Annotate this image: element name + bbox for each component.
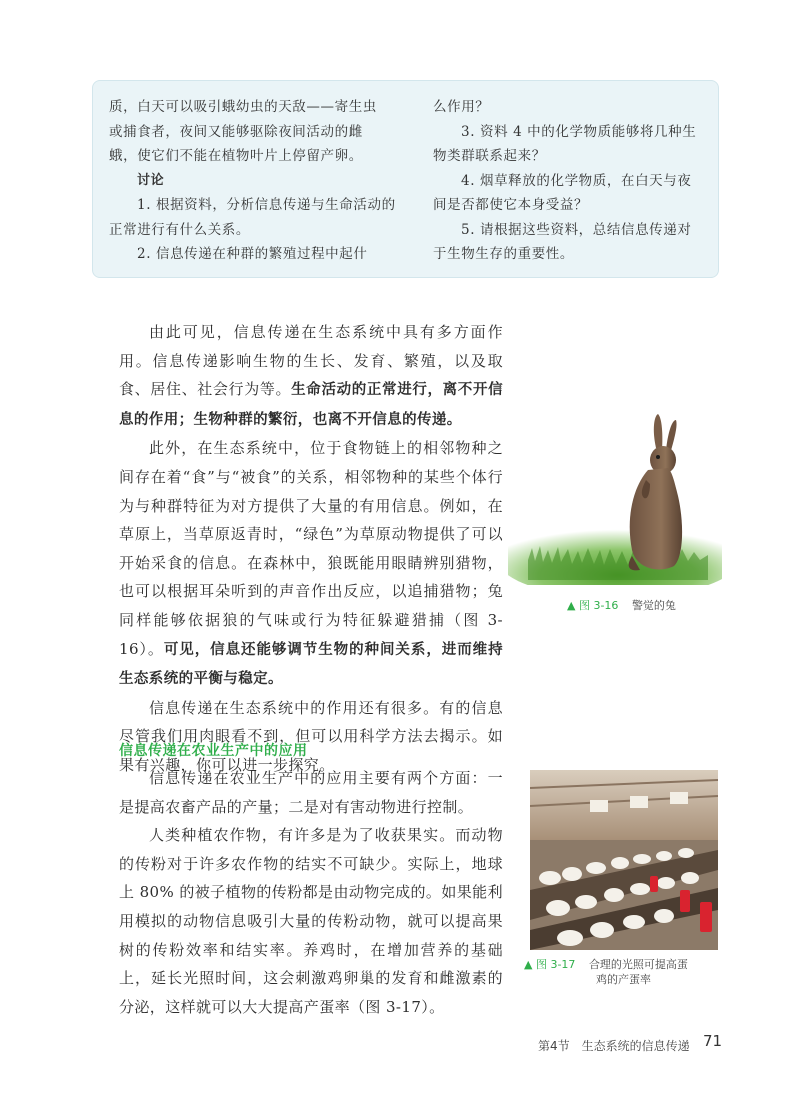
discussion-box	[92, 80, 719, 278]
figure-3-17-caption	[524, 957, 688, 972]
box-text-line: 么作用？	[433, 99, 490, 115]
discussion-title: 讨论	[137, 172, 165, 188]
paragraph-1-text: 由此可见，信息传递在生态系统中具有多方面作用。信息传递影响生物的生长、发育、繁殖，以及取食、居住、社会行为等。	[119, 323, 503, 399]
paragraph-4: 信息传递在农业生产中的应用主要有两个方面：一是提高农畜产品的产量；二是对有害动物进行控制。	[119, 769, 503, 816]
figure-3-16-caption	[567, 598, 676, 613]
rabbit-illustration	[508, 410, 722, 585]
paragraph-5: 人类种植农作物，有许多是为了收获果实。而动物的传粉对于许多农作物的结实不可缺少。实际上，地球上 80% 的被子植物的传粉都是由动物完成的。如果能利用模拟的动物信息吸引大量的传粉动物，就可以提高果树的传粉效率和结实率。养鸡时，在增加营养的基础上，延长光照时间，这会刺激鸡卵巢的发育和雌激素的分泌，这样就可以大大提高产蛋率（图 3-17）。	[119, 826, 503, 1016]
page-number: 71	[703, 1032, 723, 1050]
figure-number: 图 3-16	[578, 599, 619, 612]
paragraph-2-bold: 可见，信息还能够调节生物的种间关系，进而维持生态系统的平衡与稳定。	[119, 641, 503, 688]
discussion-question-2: 2. 信息传递在种群的繁殖过程中起什	[137, 246, 368, 262]
footer-section-title: 第4节 生态系统的信息传递	[538, 1039, 690, 1053]
discussion-question-4: 4. 烟草释放的化学物质，在白天与夜间是否都使它本身受益？	[433, 172, 692, 213]
caption-marker-icon: ▲	[567, 599, 576, 612]
main-text-block-1	[119, 318, 503, 780]
rabbit-figure	[508, 410, 722, 585]
discussion-question-5: 5. 请根据这些资料，总结信息传递对于生物生存的重要性。	[433, 221, 692, 262]
paragraph-1	[119, 318, 503, 434]
paragraph-1-bold: 生命活动的正常进行，离不开信息的作用；生物种群的繁衍，也离不开信息的传递。	[119, 382, 503, 428]
paragraph-2	[119, 434, 503, 693]
discussion-question-1: 1. 根据资料，分析信息传递与生命活动的正常进行有什么关系。	[109, 197, 396, 238]
chicken-farm-illustration	[530, 770, 718, 950]
figure-caption-text: 警觉的兔	[631, 599, 676, 612]
box-text-line: 质，白天可以吸引蛾幼虫的天敌——寄生虫	[109, 99, 377, 115]
paragraph-3: 信息传递在生态系统中的作用还有很多。有的信息尽管我们用肉眼看不到，但可以用科学方法去揭示。如果有兴趣，你可以进一步探究。	[119, 698, 503, 774]
discussion-right-column	[433, 95, 705, 267]
figure-caption-line-2: 鸡的产蛋率	[596, 973, 651, 986]
paragraph-2-text: 此外，在生态系统中，位于食物链上的相邻物种之间存在着“食”与“被食”的关系，相邻物种的某些个体行为与种群特征为对方提供了大量的有用信息。例如，在草原上，当草原返青时，“绿色”为草原动物提供了可以开始采食的信息。在森林中，狼既能用眼睛辨别猎物，也可以根据耳朵听到的声音作出反应，以追捕猎物；兔同样能够依据狼的气味或行为特征躲避猎捕（图 3-16）。	[119, 439, 503, 658]
caption-marker-icon: ▲	[524, 958, 533, 971]
main-text-block-2	[119, 764, 503, 1021]
discussion-left-column	[109, 95, 407, 267]
figure-number: 图 3-17	[535, 958, 576, 971]
box-text-line: 或捕食者，夜间又能够驱除夜间活动的雌	[109, 123, 363, 140]
discussion-question-3: 3. 资料 4 中的化学物质能够将几种生物类群联系起来？	[433, 123, 697, 164]
figure-caption-line-1: 合理的光照可提高蛋	[588, 958, 688, 971]
chicken-farm-figure	[530, 770, 718, 950]
section-heading: 信息传递在农业生产中的应用	[119, 743, 308, 759]
box-text-line: 蛾，使它们不能在植物叶片上停留产卵。	[109, 148, 363, 164]
